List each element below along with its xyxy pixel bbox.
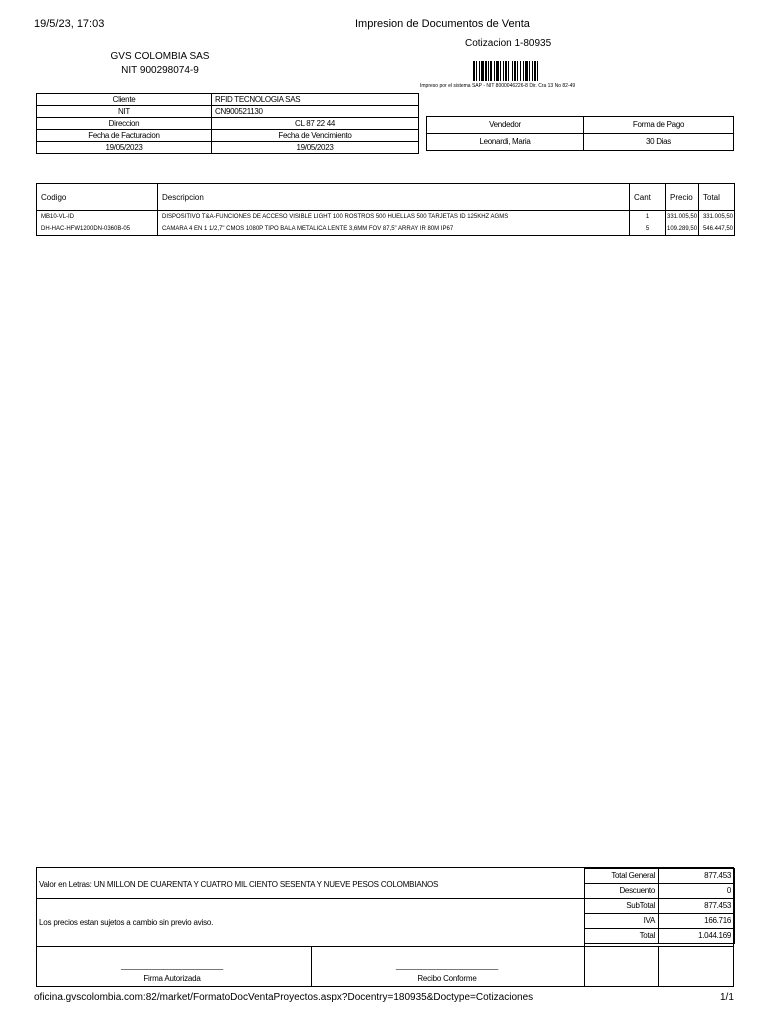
subtotal-value: 877.453 xyxy=(659,899,735,914)
item-precio: 331.005,50 xyxy=(666,211,699,224)
total-general-label: Total General xyxy=(585,869,659,884)
header-cant: Cant xyxy=(630,184,666,211)
barcode xyxy=(473,61,540,81)
cliente-label: Cliente xyxy=(37,94,212,106)
direccion-value: CL 87 22 44 xyxy=(212,118,419,130)
item-cant: 1 xyxy=(630,211,666,224)
company-name: GVS COLOMBIA SAS xyxy=(110,51,210,62)
aviso-precios: Los precios estan sujetos a cambio sin previo aviso. xyxy=(39,918,214,927)
document-title: Cotizacion 1-80935 xyxy=(465,38,552,49)
item-precio: 109.289,50 xyxy=(666,223,699,236)
fecha-facturacion-label: Fecha de Facturacion xyxy=(37,130,212,142)
firma-line: ________________________ xyxy=(121,961,223,970)
cliente-value: RFID TECNOLOGIA SAS xyxy=(212,94,419,106)
iva-label: IVA xyxy=(585,914,659,929)
item-descripcion: DISPOSITIVO T&A-FUNCIONES DE ACCESO VISIBLE LIGHT 100 ROSTROS 500 HUELLAS 500 TARJETAS ID 125KHZ AGMS xyxy=(158,211,630,224)
footer-url: oficina.gvscolombia.com:82/market/FormatoDocVentaProyectos.aspx?Docentry=180935&Doctype=Cotizaciones xyxy=(34,992,534,1003)
print-page-title: Impresion de Documentos de Venta xyxy=(355,18,530,30)
vendedor-value: Leonardi, Maria xyxy=(427,134,584,151)
company-nit: NIT 900298074-9 xyxy=(121,65,199,76)
recibo-label: Recibo Conforme xyxy=(417,974,477,983)
iva-value: 166.716 xyxy=(659,914,735,929)
fecha-facturacion-value: 19/05/2023 xyxy=(37,142,212,154)
table-row xyxy=(37,223,735,236)
item-descripcion: CAMARA 4 EN 1 1/2,7" CMOS 1080P TIPO BALA METALICA LENTE 3,6MM FOV 87,5" ARRAY IR 80M IP67 xyxy=(158,223,630,236)
total-general-value: 877.453 xyxy=(659,869,735,884)
item-total: 331.005,50 xyxy=(699,211,735,224)
item-total: 546.447,50 xyxy=(699,223,735,236)
fecha-vencimiento-label: Fecha de Vencimiento xyxy=(212,130,419,142)
totals-table xyxy=(584,868,735,944)
totals-block xyxy=(36,867,734,987)
item-codigo: DH-HAC-HFW1200DN-0360B-05 xyxy=(37,223,158,236)
total-label: Total xyxy=(585,929,659,944)
forma-pago-value: 30 Dias xyxy=(584,134,734,151)
subtotal-label: SubTotal xyxy=(585,899,659,914)
nit-label: NIT xyxy=(37,106,212,118)
printed-note: Impreso por el sistema SAP - NIT 8000046226-8 Dir. Cra 13 No 82-49 xyxy=(420,83,576,89)
descuento-label: Descuento xyxy=(585,884,659,899)
barcode-bar xyxy=(538,61,540,81)
footer-page-number: 1/1 xyxy=(720,992,734,1003)
total-value: 1.044.169 xyxy=(659,929,735,944)
vendedor-label: Vendedor xyxy=(427,117,584,134)
divider xyxy=(37,946,734,947)
item-codigo: MB10-VL-ID xyxy=(37,211,158,224)
item-cant: 5 xyxy=(630,223,666,236)
recibo-line: ________________________ xyxy=(396,961,498,970)
forma-pago-label: Forma de Pago xyxy=(584,117,734,134)
seller-table xyxy=(426,116,734,151)
header-codigo: Codigo xyxy=(37,184,158,211)
valor-en-letras: Valor en Letras: UN MILLON DE CUARENTA Y CUATRO MIL CIENTO SESENTA Y NUEVE PESOS COLOMBIANOS xyxy=(39,880,439,889)
divider xyxy=(37,898,584,899)
header-total: Total xyxy=(699,184,735,211)
print-datetime: 19/5/23, 17:03 xyxy=(34,18,105,30)
header-precio: Precio xyxy=(666,184,699,211)
descuento-value: 0 xyxy=(659,884,735,899)
direccion-label: Direccion xyxy=(37,118,212,130)
fecha-vencimiento-value: 19/05/2023 xyxy=(212,142,419,154)
table-row xyxy=(37,211,735,224)
items-table xyxy=(36,183,735,236)
nit-value: CN900521130 xyxy=(212,106,419,118)
divider xyxy=(658,946,659,986)
client-table xyxy=(36,93,419,154)
header-descripcion: Descripcion xyxy=(158,184,630,211)
firma-label: Firma Autorizada xyxy=(143,974,201,983)
divider xyxy=(311,946,312,986)
